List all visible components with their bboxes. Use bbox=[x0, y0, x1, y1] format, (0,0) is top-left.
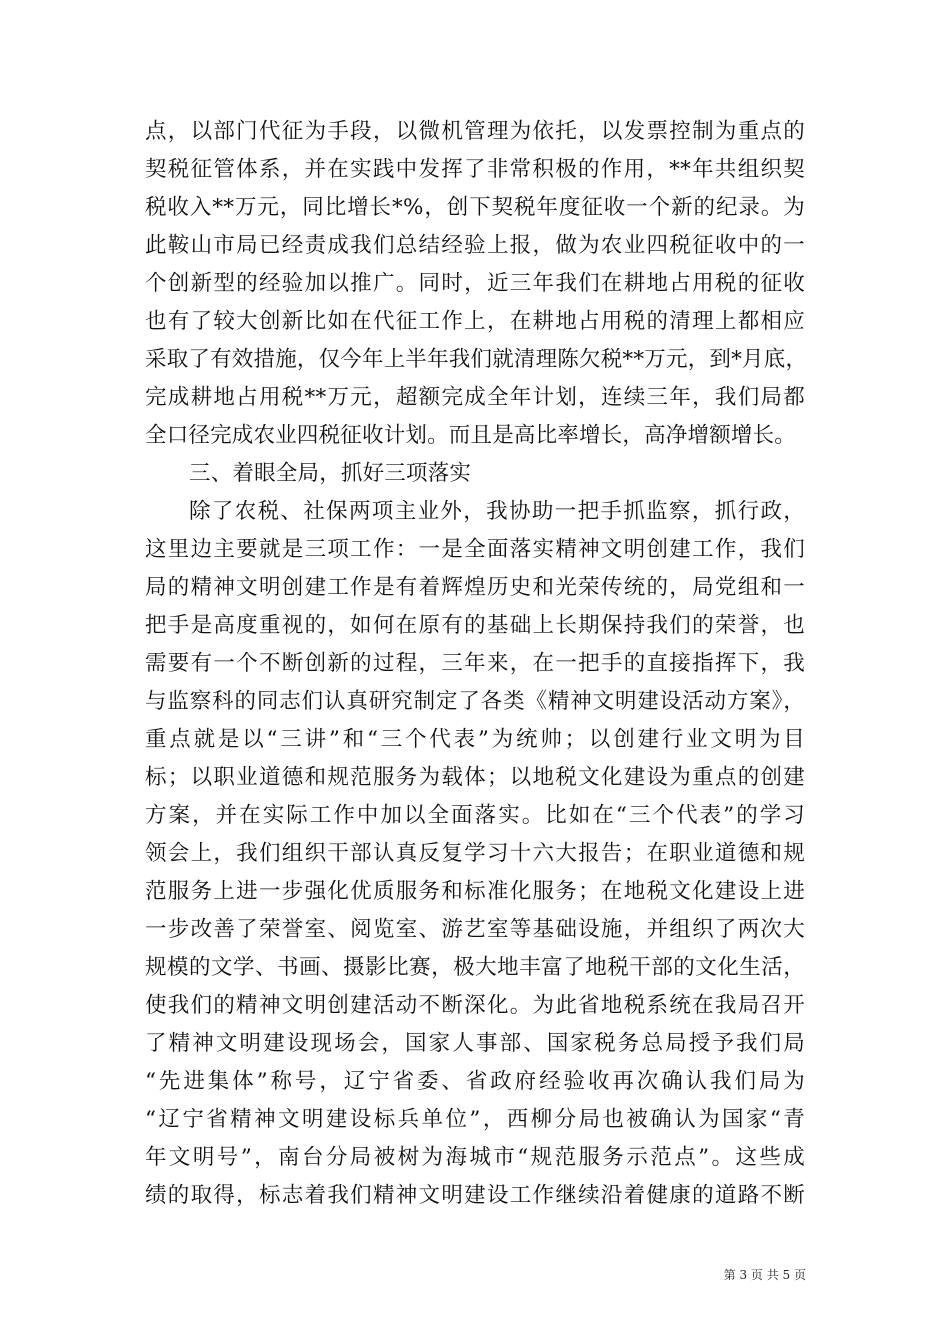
text-line: 范服务上进一步强化优质服务和标准化服务；在地税文化建设上进 bbox=[145, 879, 805, 904]
text-line: 个创新型的经验加以推广。同时，近三年我们在耕地占用税的征收 bbox=[145, 271, 805, 296]
text-line: 点，以部门代征为手段，以微机管理为依托，以发票控制为重点的 bbox=[145, 119, 805, 144]
text-line: 采取了有效措施，仅今年上半年我们就清理陈欠税**万元，到*月底， bbox=[145, 347, 808, 372]
text-line: 此鞍山市局已经责成我们总结经验上报，做为农业四税征收中的一 bbox=[145, 233, 805, 258]
text-line: 绩的取得，标志着我们精神文明建设工作继续沿着健康的道路不断 bbox=[145, 1183, 805, 1208]
section-heading: 三、着眼全局，抓好三项落实 bbox=[189, 461, 472, 486]
text-line: 把手是高度重视的，如何在原有的基础上长期保持我们的荣誉，也 bbox=[145, 613, 805, 638]
text-line: 了精神文明建设现场会，国家人事部、国家税务总局授予我们局 bbox=[145, 1031, 805, 1056]
text-line: 需要有一个不断创新的过程，三年来，在一把手的直接指挥下，我 bbox=[145, 651, 805, 676]
text-line: 领会上，我们组织干部认真反复学习十六大报告；在职业道德和规 bbox=[145, 841, 805, 866]
text-line: 方案，并在实际工作中加以全面落实。比如在“三个代表”的学习 bbox=[145, 803, 805, 828]
text-line: 全口径完成农业四税征收计划。而且是高比率增长，高净增额增长。 bbox=[145, 423, 797, 448]
text-line: 这里边主要就是三项工作：一是全面落实精神文明创建工作，我们 bbox=[145, 537, 805, 562]
text-line: 完成耕地占用税**万元，超额完成全年计划，连续三年，我们局都 bbox=[145, 385, 805, 410]
text-line: 与监察科的同志们认真研究制定了各类《精神文明建设活动方案》， bbox=[145, 689, 805, 714]
text-line: 重点就是以“三讲”和“三个代表”为统帅；以创建行业文明为目 bbox=[145, 727, 805, 752]
text-line: 契税征管体系，并在实践中发挥了非常积极的作用，**年共组织契 bbox=[145, 157, 805, 182]
text-line: 使我们的精神文明创建活动不断深化。为此省地税系统在我局召开 bbox=[145, 993, 805, 1018]
text-line: 标；以职业道德和规范服务为载体；以地税文化建设为重点的创建 bbox=[145, 765, 805, 790]
text-line: 局的精神文明创建工作是有着辉煌历史和光荣传统的，局党组和一 bbox=[145, 575, 805, 600]
text-line: 税收入**万元，同比增长*%，创下契税年度征收一个新的纪录。为 bbox=[145, 195, 805, 220]
text-line: 一步改善了荣誉室、阅览室、游艺室等基础设施，并组织了两次大 bbox=[145, 917, 805, 942]
text-line: 也有了较大创新比如在代征工作上，在耕地占用税的清理上都相应 bbox=[145, 309, 805, 334]
text-line: 除了农税、社保两项主业外，我协助一把手抓监察，抓行政， bbox=[189, 499, 805, 524]
body-text bbox=[145, 113, 808, 1215]
page-number: 第 3 页 共 5 页 bbox=[723, 1268, 806, 1282]
text-line: 规模的文学、书画、摄影比赛，极大地丰富了地税干部的文化生活， bbox=[145, 955, 805, 980]
text-line: “先进集体”称号，辽宁省委、省政府经验收再次确认我们局为 bbox=[145, 1069, 805, 1094]
text-line: 年文明号”，南台分局被树为海城市“规范服务示范点”。这些成 bbox=[145, 1145, 805, 1170]
page-footer bbox=[0, 1268, 806, 1282]
text-line: “辽宁省精神文明建设标兵单位”，西柳分局也被确认为国家“青 bbox=[145, 1107, 805, 1132]
